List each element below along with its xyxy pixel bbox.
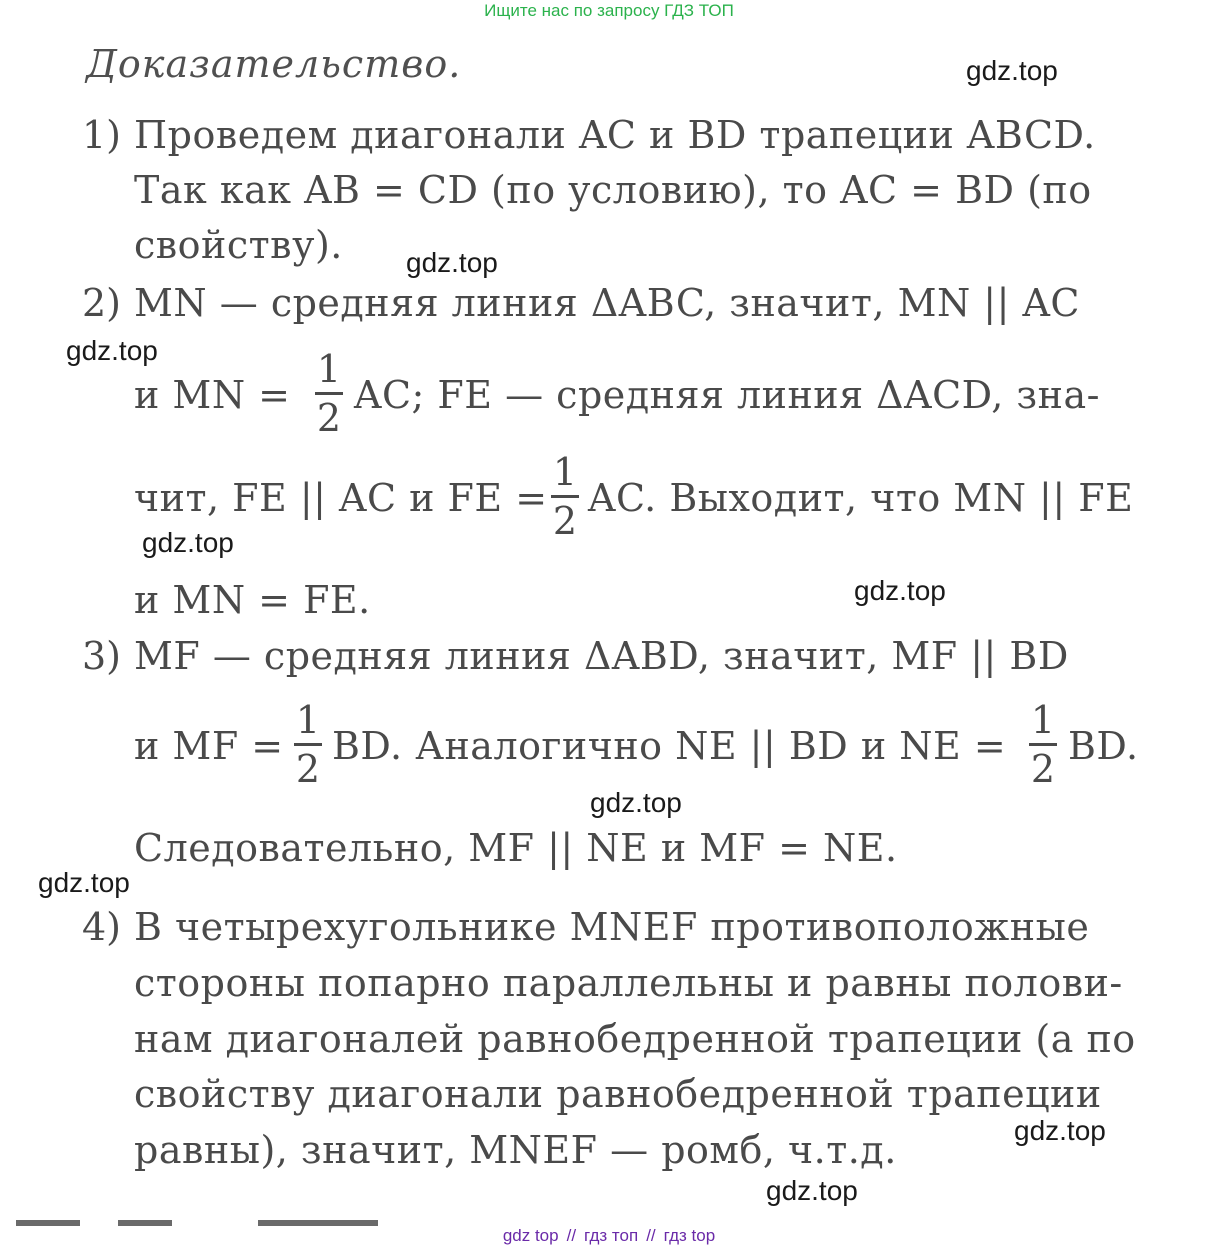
item-4-line-2: стороны попарно параллельны и равны полови- [134, 961, 1123, 1005]
cropped-next-line [0, 1214, 420, 1226]
fraction-denominator: 2 [1030, 747, 1056, 791]
fraction-numerator: 1 [1030, 698, 1056, 742]
item-4-line-5: равны), значит, MNEF — ромб, ч.т.д. [134, 1128, 897, 1172]
item-2-line-1: MN — средняя линия ΔABC, значит, MN || AC [134, 281, 1081, 325]
watermark: gdz.top [590, 787, 682, 818]
bottom-link-gdz-top-ru[interactable]: гдз топ [584, 1226, 639, 1245]
watermark: gdz.top [854, 575, 946, 606]
fraction-one-half [312, 347, 346, 440]
fraction-numerator: 1 [295, 698, 321, 742]
item-2-line-3-end: AC. Выходит, что MN || FE [588, 476, 1134, 520]
item-2-line-4: и MN = FE. [134, 578, 371, 622]
fraction-one-half [1026, 698, 1060, 791]
item-1-line-3: свойству). [134, 223, 343, 267]
watermark: gdz.top [38, 867, 130, 898]
fraction-one-half [291, 698, 325, 791]
item-4-line-1: В четырехугольнике MNEF противоположные [134, 905, 1090, 949]
item-2-line-2-end: AC; FE — средняя линия ΔACD, зна- [354, 373, 1100, 417]
bottom-link-gdz-top[interactable]: gdz top [502, 1226, 559, 1245]
item-3-line-2-end: BD. [1068, 724, 1139, 768]
item-4-line-3: нам диагоналей равнобедренной трапеции (а по [134, 1017, 1136, 1061]
bottom-banner [0, 1226, 1218, 1246]
item-3-line-2-mid: BD. Аналогично NE || BD и NE = [332, 724, 1007, 768]
fraction-one-half [548, 450, 582, 543]
fraction-bar [315, 392, 343, 395]
item-3-line-3: Следовательно, MF || NE и MF = NE. [134, 826, 898, 870]
fraction-denominator: 2 [295, 747, 321, 791]
proof-heading: Доказательство. [86, 42, 462, 86]
fraction-bar [1029, 743, 1057, 746]
item-3-line-1: MF — средняя линия ΔABD, значит, MF || BD [134, 634, 1069, 678]
item-number-2: 2) [82, 281, 122, 325]
separator: // [646, 1226, 656, 1245]
item-2-line-2-start: и MN = [134, 373, 291, 417]
item-number-4: 4) [82, 905, 122, 949]
watermark: gdz.top [1014, 1115, 1106, 1146]
watermark: gdz.top [766, 1175, 858, 1206]
separator: // [566, 1226, 577, 1245]
fraction-denominator: 2 [316, 396, 342, 440]
item-1-line-1: Проведем диагонали AC и BD трапеции ABCD. [134, 113, 1096, 157]
item-number-3: 3) [82, 634, 122, 678]
fraction-bar [551, 495, 579, 498]
watermark: gdz.top [142, 527, 234, 558]
bottom-link-gdz-top-mixed[interactable]: гдз top [663, 1226, 716, 1245]
item-number-1: 1) [82, 113, 122, 157]
watermark: gdz.top [66, 335, 158, 366]
fraction-numerator: 1 [316, 347, 342, 391]
item-2-line-3-start: чит, FE || AC и FE = [134, 476, 548, 520]
top-banner[interactable]: Ищите нас по запросу ГДЗ ТОП [484, 1, 734, 20]
item-3-line-2-start: и MF = [134, 724, 284, 768]
fraction-denominator: 2 [552, 499, 578, 543]
item-1-line-2: Так как AB = CD (по условию), то AC = BD (по [134, 168, 1092, 212]
fraction-bar [294, 743, 322, 746]
item-4-line-4: свойству диагонали равнобедренной трапеции [134, 1072, 1102, 1116]
watermark: gdz.top [406, 247, 498, 278]
fraction-numerator: 1 [552, 450, 578, 494]
watermark: gdz.top [966, 55, 1058, 86]
